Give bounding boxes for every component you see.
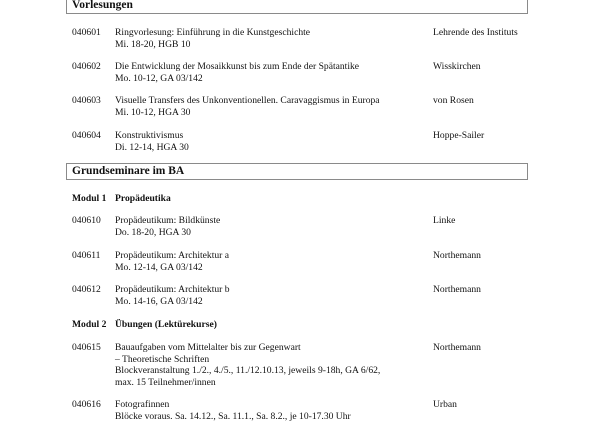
course-code: 040601 (72, 27, 101, 38)
course-detail: max. 15 Teilnehmer/innen (115, 376, 216, 388)
module-name: Propädeutika (115, 193, 171, 204)
course-lecturer: Northemann (433, 342, 481, 353)
course-body (115, 130, 425, 153)
course-code: 040615 (72, 342, 101, 353)
course-lecturer: Lehrende des Instituts (433, 27, 518, 38)
course-body (115, 27, 425, 50)
course-body (115, 284, 425, 307)
course-code: 040612 (72, 284, 101, 295)
course-detail: Di. 12-14, HGA 30 (115, 141, 189, 153)
section-header-grundseminare: Grundseminare im BA (66, 163, 528, 180)
course-body (115, 342, 425, 388)
course-lecturer: Hoppe-Sailer (433, 130, 485, 141)
course-title: Fotografinnen (115, 399, 170, 410)
course-detail: Mo. 12-14, GA 03/142 (115, 261, 203, 273)
course-detail: Do. 18-20, HGA 30 (115, 226, 191, 238)
course-detail: Mo. 14-16, GA 03/142 (115, 295, 203, 307)
course-code: 040611 (72, 250, 101, 261)
module-number: Modul 2 (72, 319, 107, 330)
course-code: 040603 (72, 95, 101, 106)
course-title: Visuelle Transfers des Unkonventionellen. Caravaggismus in Europa (115, 95, 380, 106)
module-number: Modul 1 (72, 193, 107, 204)
course-lecturer: von Rosen (433, 95, 474, 106)
course-detail: Mi. 10-12, HGA 30 (115, 106, 191, 118)
course-detail: – Theoretische Schriften (115, 353, 210, 365)
course-title: Propädeutikum: Architektur a (115, 250, 230, 261)
course-code: 040610 (72, 215, 101, 226)
module-heading (72, 319, 217, 331)
section-header-vorlesungen: Vorlesungen (66, 0, 528, 14)
course-title: Propädeutikum: Bildkünste (115, 215, 221, 226)
course-title: Ringvorlesung: Einführung in die Kunstgeschichte (115, 27, 311, 38)
course-body (115, 95, 425, 118)
course-detail: Blöcke voraus. Sa. 14.12., Sa. 11.1., Sa. 8.2., je 10-17.30 Uhr (115, 410, 351, 422)
course-body (115, 399, 425, 422)
course-lecturer: Linke (433, 215, 456, 226)
course-title: Propädeutikum: Architektur b (115, 284, 230, 295)
course-lecturer: Northemann (433, 284, 481, 295)
course-title: Konstruktivismus (115, 130, 184, 141)
course-title: Die Entwicklung der Mosaikkunst bis zum Ende der Spätantike (115, 61, 360, 72)
course-lecturer: Wisskirchen (433, 61, 481, 72)
course-body (115, 250, 425, 273)
module-heading (72, 193, 171, 205)
course-code: 040604 (72, 130, 101, 141)
course-lecturer: Urban (433, 399, 457, 410)
course-code: 040602 (72, 61, 101, 72)
course-detail: Mo. 10-12, GA 03/142 (115, 72, 203, 84)
course-lecturer: Northemann (433, 250, 481, 261)
course-detail: Mi. 18-20, HGB 10 (115, 38, 191, 50)
module-name: Übungen (Lektürekurse) (115, 319, 217, 330)
course-title: Bauaufgaben vom Mittelalter bis zur Gegenwart (115, 342, 301, 353)
course-detail: Blockveranstaltung 1./2., 4./5., 11./12.10.13, jeweils 9-18h, GA 6/62, (115, 365, 381, 376)
course-body (115, 215, 425, 238)
course-body (115, 61, 425, 84)
course-code: 040616 (72, 399, 101, 410)
